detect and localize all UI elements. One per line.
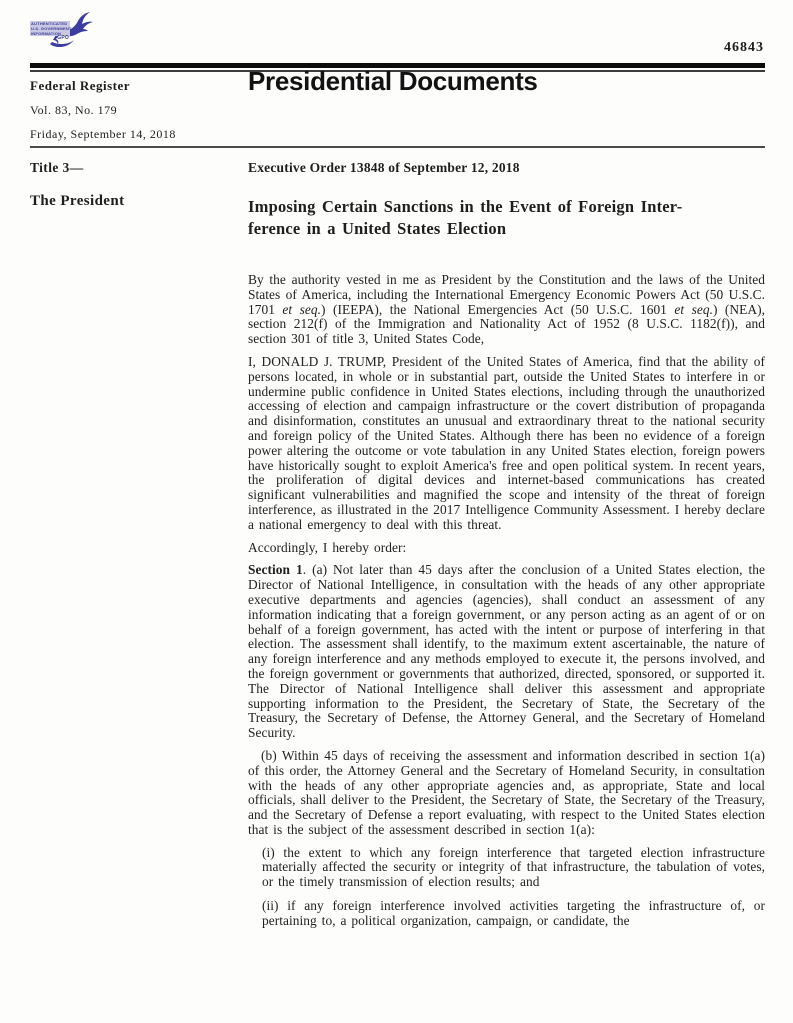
order-paragraph — [262, 899, 765, 929]
order-paragraph — [262, 846, 765, 890]
paragraph-text: Accordingly, I hereby order: — [248, 539, 407, 555]
executive-order-title-line2: ference in a United States Election — [248, 219, 507, 238]
section-heading: Presidential Documents — [248, 66, 538, 96]
gpo-logo-text — [30, 21, 70, 41]
executive-order-title — [248, 196, 765, 240]
gpo-logo-line: INFORMATION — [30, 31, 70, 36]
masthead-left — [30, 78, 176, 142]
main-column — [248, 160, 765, 938]
title-number: Title 3— — [30, 160, 84, 175]
paragraph-text: et seq. — [674, 301, 713, 317]
gpo-logo-line: GPO — [57, 35, 69, 41]
executive-order-heading: Executive Order 13848 of September 12, 2018 — [248, 160, 520, 175]
paragraph-text: ) (NEA), section 212(f) of the Immigration and Nationality Act of 1952 (8 U.S.C. 1182(f)), and section 301 of title 3, United States Code, — [248, 301, 765, 347]
content-area — [30, 160, 765, 938]
order-paragraph — [248, 355, 765, 533]
order-paragraph — [248, 749, 765, 838]
executive-order-title-line1: Imposing Certain Sanctions in the Event of Foreign Inter- — [248, 197, 683, 216]
order-body — [248, 273, 765, 929]
order-paragraph — [248, 273, 765, 347]
paragraph-text: I, DONALD J. TRUMP, President of the United States of America, find that the ability of persons located, in whole or in substantial part, outside the United States to interfere in or undermine public confidence in United States elections, including through the unauthorized accessing of election and campaign infrastructure or the covert distribution of propaganda and disinformation, constitutes an unusual and extraordinary threat to the national security and foreign policy of the United States. Although there has been no evidence of a foreign power altering the outcome or vote tabulation in any United States election, foreign powers have historically sought to exploit America's free and open political system. In recent years, the proliferation of digital devices and internet-based communications has created significant vulnerabilities and magnified the scope and intensity of the threat of foreign interference, as illustrated in the 2017 Intelligence Community Assessment. I hereby declare a national emergency to deal with this threat. — [248, 353, 765, 532]
paragraph-text: . (a) Not later than 45 days after the conclusion of a United States election, the Director of National Intelligence, in consultation with the heads of any other appropriate executive departments and agencies (agencies), shall conduct an assessment of any information indicating that a foreign government, or any person acting as an agent of or on behalf of a foreign government, has acted with the intent or purpose of interfering in that election. The assessment shall identify, to the maximum extent ascertainable, the nature of any foreign interference and any methods employed to execute it, the persons involved, and the foreign government or governments that authorized, directed, sponsored, or supported it. The Director of National Intelligence shall deliver this assessment and appropriate supporting information to the President, the Secretary of State, the Secretary of the Treasury, the Secretary of Defense, the Attorney General, and the Secretary of Homeland Security. — [248, 562, 766, 741]
order-paragraph — [248, 541, 765, 556]
paragraph-text: (b) Within 45 days of receiving the assessment and information described in section 1(a) of this order, the Attorney General and the Secretary of Homeland Security, in consultation with the heads of any other appropriate agencies and, as appropriate, State and local officials, shall deliver to the President, the Secretary of State, the Secretary of the Treasury, and the Secretary of Defense a report evaluating, with respect to the United States election that is the subject of the assessment described in section 1(a): — [248, 747, 765, 837]
gpo-authenticated-logo — [28, 7, 100, 49]
issue-date: Friday, September 14, 2018 — [30, 127, 176, 141]
order-paragraph — [248, 563, 765, 741]
masthead-bottom-rule — [30, 146, 765, 148]
gpo-logo-line: AUTHENTICATED — [30, 21, 70, 26]
paragraph-text: (i) the extent to which any foreign interference that targeted election infrastructure materially affected the security or integrity of that infrastructure, the tabulation of votes, or the timely transmission of election results; and — [262, 844, 765, 890]
gpo-logo-line: U.S. GOVERNMENT — [31, 26, 72, 31]
volume-issue: Vol. 83, No. 179 — [30, 103, 118, 117]
paragraph-text: et seq. — [282, 301, 322, 317]
page-number: 46843 — [724, 40, 764, 55]
journal-title: Federal Register — [30, 78, 131, 93]
paragraph-text: ) (IEEPA), the National Emergencies Act (50 U.S.C. 1601 — [321, 301, 675, 317]
paragraph-text: Section 1 — [248, 562, 303, 578]
paragraph-text: By the authority vested in me as President by the Constitution and the laws of the United States of America, including the International Emergency Economic Powers Act (50 U.S.C. 1701 — [248, 272, 765, 317]
title-name: The President — [30, 193, 125, 209]
paragraph-text: (ii) if any foreign interference involved activities targeting the infrastructure of, or pertaining to, a political organization, campaign, or candidate, the — [262, 898, 765, 928]
sidebar-column — [30, 160, 248, 938]
